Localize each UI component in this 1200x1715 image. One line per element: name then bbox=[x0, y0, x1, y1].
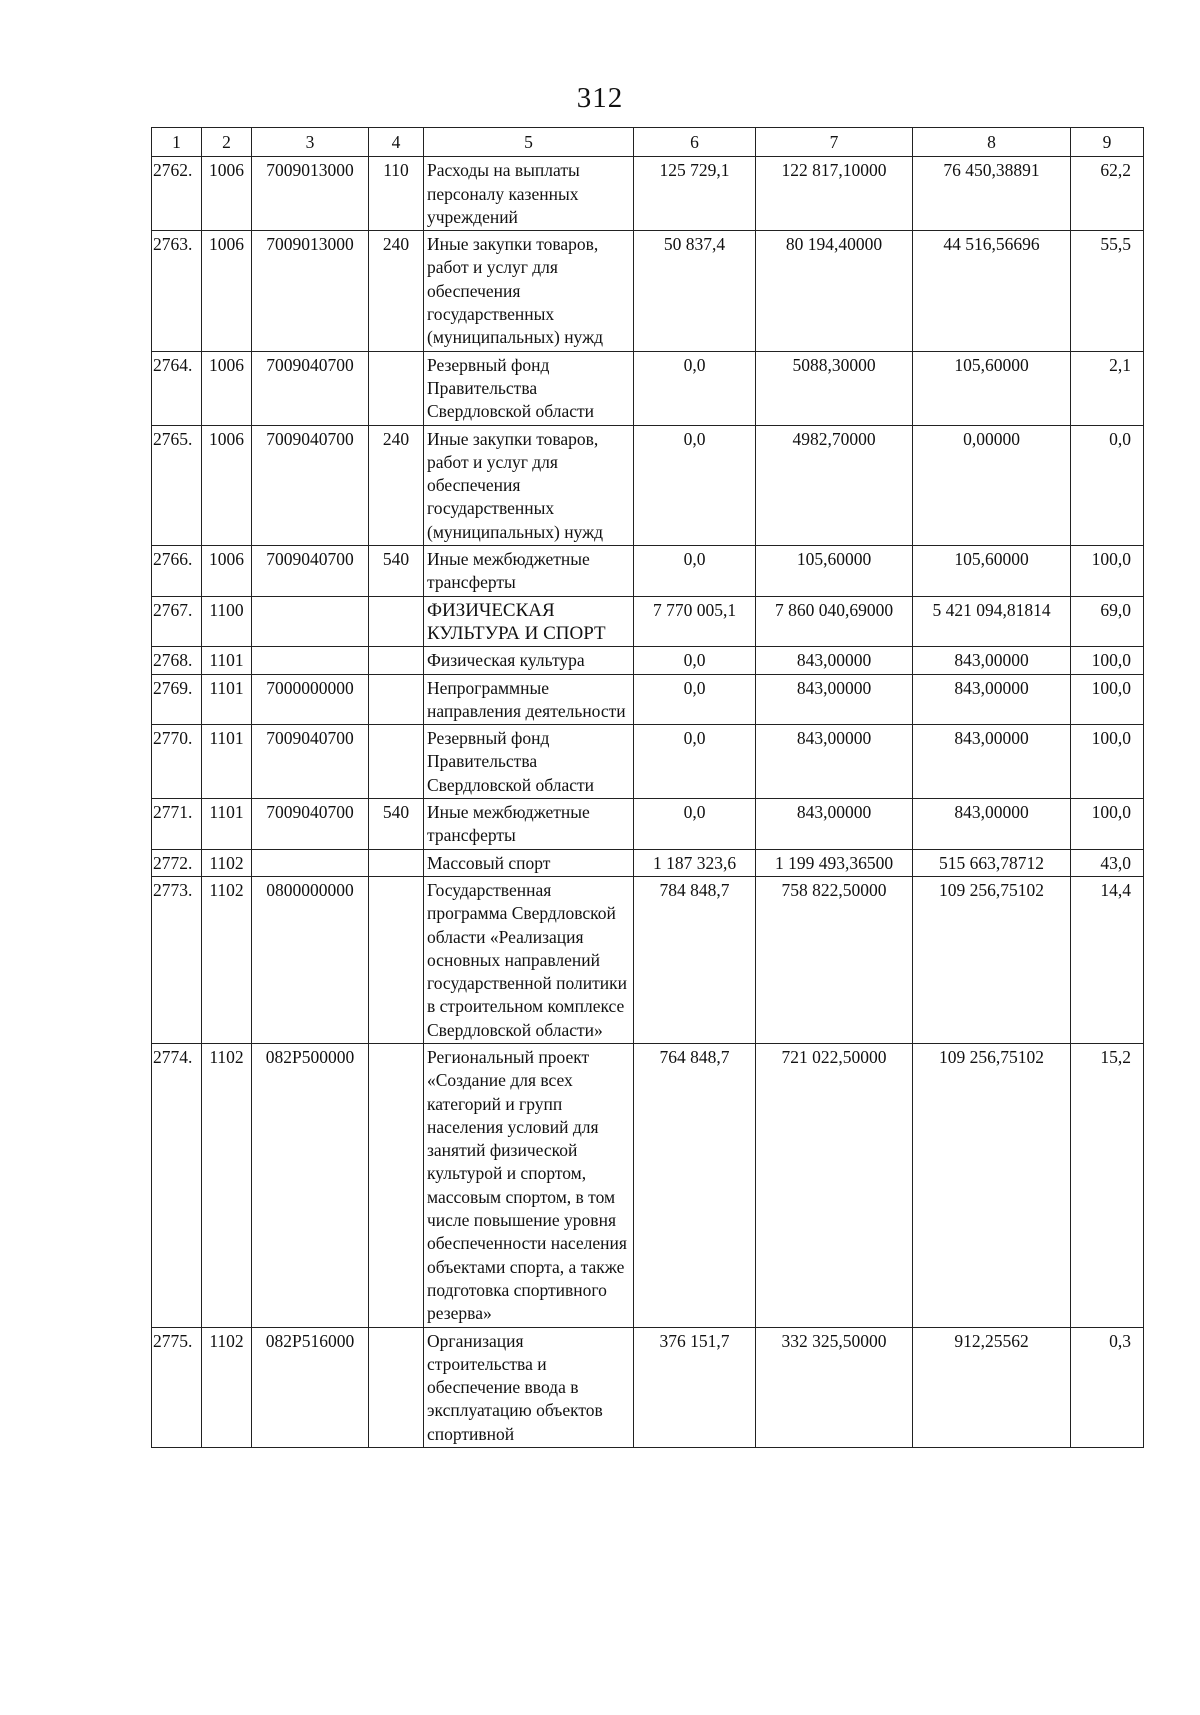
amount-col-8: 843,00000 bbox=[913, 725, 1071, 799]
amount-col-7: 1 199 493,36500 bbox=[756, 849, 913, 876]
section-code: 1006 bbox=[202, 231, 252, 351]
row-number: 2774. bbox=[152, 1043, 202, 1327]
target-code: 7009040700 bbox=[252, 546, 369, 597]
amount-col-6: 0,0 bbox=[634, 725, 756, 799]
table-row bbox=[152, 674, 1144, 725]
section-code: 1101 bbox=[202, 647, 252, 674]
target-code: 7009013000 bbox=[252, 231, 369, 351]
section-code: 1101 bbox=[202, 674, 252, 725]
amount-col-8: 105,60000 bbox=[913, 351, 1071, 425]
section-code: 1101 bbox=[202, 799, 252, 850]
expense-type-code bbox=[369, 351, 424, 425]
amount-col-6: 0,0 bbox=[634, 647, 756, 674]
budget-table bbox=[151, 127, 1144, 1448]
amount-col-7: 758 822,50000 bbox=[756, 876, 913, 1043]
row-number: 2762. bbox=[152, 157, 202, 231]
row-number: 2773. bbox=[152, 876, 202, 1043]
row-number: 2765. bbox=[152, 425, 202, 545]
amount-col-6: 764 848,7 bbox=[634, 1043, 756, 1327]
percent-col-9: 100,0 bbox=[1071, 647, 1144, 674]
table-row bbox=[152, 725, 1144, 799]
amount-col-6: 0,0 bbox=[634, 425, 756, 545]
table-row bbox=[152, 231, 1144, 351]
target-code: 082Р500000 bbox=[252, 1043, 369, 1327]
percent-col-9: 100,0 bbox=[1071, 799, 1144, 850]
header-row bbox=[152, 128, 1144, 157]
row-number: 2766. bbox=[152, 546, 202, 597]
amount-col-6: 784 848,7 bbox=[634, 876, 756, 1043]
header-cell: 5 bbox=[424, 128, 634, 157]
header-cell: 3 bbox=[252, 128, 369, 157]
section-code: 1101 bbox=[202, 725, 252, 799]
percent-col-9: 100,0 bbox=[1071, 546, 1144, 597]
table-row bbox=[152, 546, 1144, 597]
percent-col-9: 0,3 bbox=[1071, 1327, 1144, 1447]
table-row bbox=[152, 351, 1144, 425]
expense-type-code: 240 bbox=[369, 231, 424, 351]
table-row bbox=[152, 799, 1144, 850]
expense-type-code bbox=[369, 596, 424, 647]
amount-col-7: 721 022,50000 bbox=[756, 1043, 913, 1327]
row-number: 2763. bbox=[152, 231, 202, 351]
target-code bbox=[252, 596, 369, 647]
header-cell: 6 bbox=[634, 128, 756, 157]
percent-col-9: 55,5 bbox=[1071, 231, 1144, 351]
expense-type-code bbox=[369, 876, 424, 1043]
percent-col-9: 14,4 bbox=[1071, 876, 1144, 1043]
header-cell: 2 bbox=[202, 128, 252, 157]
expense-type-code bbox=[369, 674, 424, 725]
header-cell: 7 bbox=[756, 128, 913, 157]
header-cell: 9 bbox=[1071, 128, 1144, 157]
amount-col-8: 109 256,75102 bbox=[913, 1043, 1071, 1327]
table-row bbox=[152, 425, 1144, 545]
section-code: 1102 bbox=[202, 1327, 252, 1447]
section-code: 1006 bbox=[202, 157, 252, 231]
row-number: 2772. bbox=[152, 849, 202, 876]
expense-type-code: 540 bbox=[369, 799, 424, 850]
table-row bbox=[152, 647, 1144, 674]
amount-col-6: 7 770 005,1 bbox=[634, 596, 756, 647]
amount-col-7: 105,60000 bbox=[756, 546, 913, 597]
amount-col-8: 44 516,56696 bbox=[913, 231, 1071, 351]
target-code: 7009040700 bbox=[252, 425, 369, 545]
item-name: Непрограммные направления деятельности bbox=[424, 674, 634, 725]
percent-col-9: 100,0 bbox=[1071, 674, 1144, 725]
item-name: Иные закупки товаров, работ и услуг для обеспечения государственных (муниципальных) нужд bbox=[424, 425, 634, 545]
target-code bbox=[252, 647, 369, 674]
amount-col-6: 125 729,1 bbox=[634, 157, 756, 231]
target-code: 7009013000 bbox=[252, 157, 369, 231]
row-number: 2768. bbox=[152, 647, 202, 674]
expense-type-code: 540 bbox=[369, 546, 424, 597]
target-code: 7009040700 bbox=[252, 351, 369, 425]
amount-col-6: 50 837,4 bbox=[634, 231, 756, 351]
amount-col-6: 0,0 bbox=[634, 674, 756, 725]
amount-col-8: 105,60000 bbox=[913, 546, 1071, 597]
amount-col-7: 122 817,10000 bbox=[756, 157, 913, 231]
section-code: 1102 bbox=[202, 849, 252, 876]
target-code: 7009040700 bbox=[252, 725, 369, 799]
item-name: Расходы на выплаты персоналу казенных учреждений bbox=[424, 157, 634, 231]
header-cell: 1 bbox=[152, 128, 202, 157]
item-name: ФИЗИЧЕСКАЯ КУЛЬТУРА И СПОРТ bbox=[424, 596, 634, 647]
amount-col-6: 0,0 bbox=[634, 351, 756, 425]
expense-type-code bbox=[369, 849, 424, 876]
item-name: Резервный фонд Правительства Свердловской области bbox=[424, 725, 634, 799]
expense-type-code: 110 bbox=[369, 157, 424, 231]
amount-col-8: 76 450,38891 bbox=[913, 157, 1071, 231]
expense-type-code bbox=[369, 1327, 424, 1447]
percent-col-9: 100,0 bbox=[1071, 725, 1144, 799]
table-row bbox=[152, 1043, 1144, 1327]
amount-col-7: 843,00000 bbox=[756, 674, 913, 725]
percent-col-9: 43,0 bbox=[1071, 849, 1144, 876]
amount-col-8: 843,00000 bbox=[913, 674, 1071, 725]
section-code: 1100 bbox=[202, 596, 252, 647]
page-number: 312 bbox=[576, 82, 624, 114]
table-row bbox=[152, 596, 1144, 647]
row-number: 2770. bbox=[152, 725, 202, 799]
percent-col-9: 0,0 bbox=[1071, 425, 1144, 545]
target-code: 7009040700 bbox=[252, 799, 369, 850]
amount-col-7: 7 860 040,69000 bbox=[756, 596, 913, 647]
row-number: 2764. bbox=[152, 351, 202, 425]
item-name: Организация строительства и обеспечение ввода в эксплуатацию объектов спортивной bbox=[424, 1327, 634, 1447]
table-body bbox=[152, 128, 1144, 1448]
amount-col-8: 843,00000 bbox=[913, 799, 1071, 850]
amount-col-8: 515 663,78712 bbox=[913, 849, 1071, 876]
section-code: 1006 bbox=[202, 546, 252, 597]
amount-col-8: 109 256,75102 bbox=[913, 876, 1071, 1043]
amount-col-8: 843,00000 bbox=[913, 647, 1071, 674]
amount-col-8: 5 421 094,81814 bbox=[913, 596, 1071, 647]
item-name: Иные межбюджетные трансферты bbox=[424, 546, 634, 597]
header-cell: 4 bbox=[369, 128, 424, 157]
expense-type-code bbox=[369, 725, 424, 799]
percent-col-9: 15,2 bbox=[1071, 1043, 1144, 1327]
amount-col-8: 912,25562 bbox=[913, 1327, 1071, 1447]
item-name: Массовый спорт bbox=[424, 849, 634, 876]
table-row bbox=[152, 157, 1144, 231]
amount-col-7: 5088,30000 bbox=[756, 351, 913, 425]
amount-col-6: 376 151,7 bbox=[634, 1327, 756, 1447]
amount-col-6: 0,0 bbox=[634, 799, 756, 850]
target-code: 082Р516000 bbox=[252, 1327, 369, 1447]
amount-col-8: 0,00000 bbox=[913, 425, 1071, 545]
item-name: Иные межбюджетные трансферты bbox=[424, 799, 634, 850]
target-code bbox=[252, 849, 369, 876]
amount-col-7: 80 194,40000 bbox=[756, 231, 913, 351]
amount-col-7: 843,00000 bbox=[756, 647, 913, 674]
target-code: 7000000000 bbox=[252, 674, 369, 725]
item-name: Резервный фонд Правительства Свердловской области bbox=[424, 351, 634, 425]
table-row bbox=[152, 1327, 1144, 1447]
percent-col-9: 2,1 bbox=[1071, 351, 1144, 425]
row-number: 2769. bbox=[152, 674, 202, 725]
amount-col-7: 843,00000 bbox=[756, 799, 913, 850]
expense-type-code bbox=[369, 1043, 424, 1327]
item-name: Государственная программа Свердловской области «Реализация основных направлений государственной политики в строительном комплексе Свердловской области» bbox=[424, 876, 634, 1043]
row-number: 2767. bbox=[152, 596, 202, 647]
percent-col-9: 69,0 bbox=[1071, 596, 1144, 647]
row-number: 2771. bbox=[152, 799, 202, 850]
table-row bbox=[152, 876, 1144, 1043]
header-cell: 8 bbox=[913, 128, 1071, 157]
item-name: Иные закупки товаров, работ и услуг для обеспечения государственных (муниципальных) нужд bbox=[424, 231, 634, 351]
section-code: 1006 bbox=[202, 351, 252, 425]
amount-col-7: 843,00000 bbox=[756, 725, 913, 799]
amount-col-7: 4982,70000 bbox=[756, 425, 913, 545]
section-code: 1102 bbox=[202, 876, 252, 1043]
table-row bbox=[152, 849, 1144, 876]
item-name: Физическая культура bbox=[424, 647, 634, 674]
percent-col-9: 62,2 bbox=[1071, 157, 1144, 231]
row-number: 2775. bbox=[152, 1327, 202, 1447]
section-code: 1006 bbox=[202, 425, 252, 545]
amount-col-7: 332 325,50000 bbox=[756, 1327, 913, 1447]
expense-type-code: 240 bbox=[369, 425, 424, 545]
section-code: 1102 bbox=[202, 1043, 252, 1327]
target-code: 0800000000 bbox=[252, 876, 369, 1043]
item-name: Региональный проект «Создание для всех категорий и групп населения условий для занятий физической культурой и спортом, массовым спортом, в том числе повышение уровня обеспеченности населения объектами спорта, а также подготовка спортивного резерва» bbox=[424, 1043, 634, 1327]
amount-col-6: 1 187 323,6 bbox=[634, 849, 756, 876]
amount-col-6: 0,0 bbox=[634, 546, 756, 597]
expense-type-code bbox=[369, 647, 424, 674]
